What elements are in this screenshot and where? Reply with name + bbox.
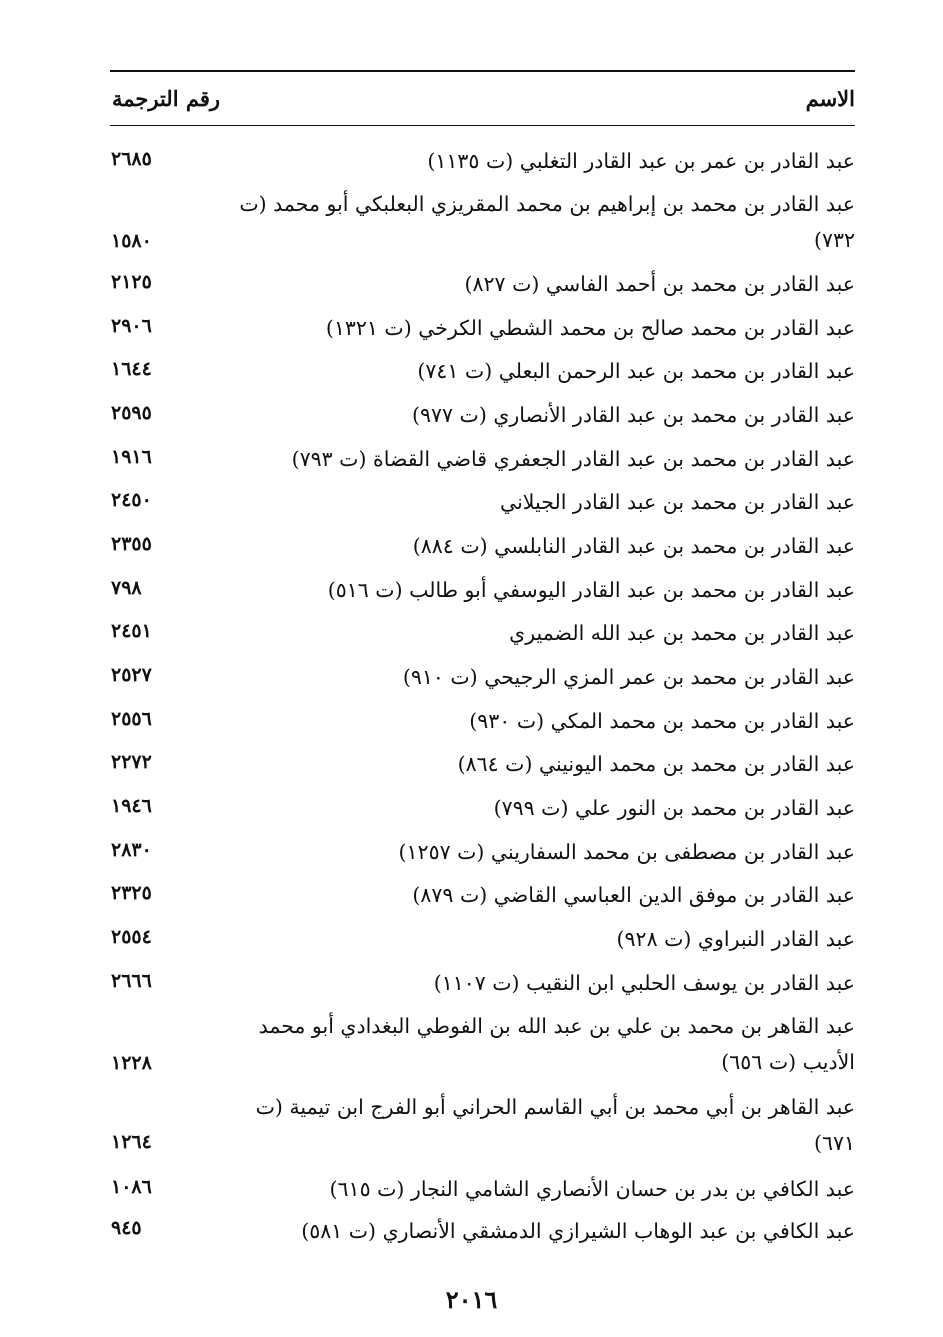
entry-number: ٧٩٨ [111,577,142,599]
entry-number: ١٠٨٦ [111,1176,152,1198]
entry-number: ٢٢٧٢ [111,751,152,773]
entry-name: عبد القادر بن محمد بن عبد القادر اليوسفي أبو طالب (ت ٥١٦) [327,578,855,602]
entry-name: عبد الكافي بن عبد الوهاب الشيرازي الدمشقي الأنصاري (ت ٥٨١) [301,1219,855,1243]
entry-name: عبد القادر بن محمد بن عمر المزي الرجيحي (ت ٩١٠) [402,665,855,689]
entry-name: عبد القاهر بن محمد بن علي بن عبد الله بن الفوطي البغدادي أبو محمد الأديب (ت ٦٥٦) [258,1014,855,1074]
entry-name: عبد القادر بن محمد بن إبراهيم بن محمد المقريزي البعلبكي أبو محمد (ت ٧٣٢) [239,192,855,252]
entry-name: عبد القادر بن يوسف الحلبي ابن النقيب (ت ١١٠٧) [433,971,855,995]
entry-name: عبد القادر بن محمد بن النور علي (ت ٧٩٩) [493,796,855,820]
entry-number: ١٦٤٤ [111,358,152,380]
entry-number: ٢٤٥٠ [111,489,152,511]
entry-name: عبد القادر بن محمد صالح بن محمد الشطي الكرخي (ت ١٣٢١) [325,316,855,340]
entry-number: ١٢٦٤ [111,1131,152,1153]
entry-number: ٢٨٣٠ [111,839,152,861]
page-number: ٢٠١٦ [445,1285,498,1314]
entry-name: عبد القادر بن عمر بن عبد القادر التغلبي (ت ١١٣٥) [427,149,855,173]
entry-number: ٢١٢٥ [111,271,152,293]
entry-number: ١٩٤٦ [111,795,152,817]
entry-name: عبد القادر بن مصطفى بن محمد السفاريني (ت ١٢٥٧) [398,840,855,864]
entry-number: ٢٥٢٧ [111,664,152,686]
entry-number: ١٥٨٠ [111,230,152,252]
entry-name: عبد القادر بن محمد بن عبد القادر الجيلاني [500,490,855,514]
entry-number: ٢٤٥١ [111,620,152,642]
entry-name: عبد القادر بن محمد بن محمد المكي (ت ٩٣٠) [469,709,855,733]
entry-number: ٢٣٢٥ [111,882,152,904]
entry-name: عبد الكافي بن بدر بن حسان الأنصاري الشامي النجار (ت ٦١٥) [329,1177,855,1201]
entry-number: ٢٦٦٦ [111,970,152,992]
entry-number: ٩٤٥ [111,1217,142,1239]
top-rule [110,70,855,72]
entry-number: ٢٣٥٥ [111,533,152,555]
entry-name: عبد القادر بن محمد بن أحمد الفاسي (ت ٨٢٧) [464,272,855,296]
entry-name: عبد القادر بن محمد بن عبد الرحمن البعلي (ت ٧٤١) [417,359,855,383]
entry-number: ٢٥٥٦ [111,708,152,730]
entry-number: ٢٥٩٥ [111,402,152,424]
entry-name: عبد القادر بن محمد بن عبد الله الضميري [509,621,855,645]
entry-number: ١٢٢٨ [111,1052,152,1074]
entry-number: ٢٥٥٤ [111,926,152,948]
entry-number: ٢٩٠٦ [111,315,152,337]
entry-name: عبد القادر بن محمد بن محمد اليونيني (ت ٨٦٤) [457,752,855,776]
entry-name: عبد القادر بن موفق الدين العباسي القاضي (ت ٨٧٩) [412,883,855,907]
entry-name: عبد القاهر بن أبي محمد بن أبي القاسم الحراني أبو الفرج ابن تيمية (ت ٦٧١) [255,1095,855,1155]
entry-name: عبد القادر بن محمد بن عبد القادر الجعفري قاضي القضاة (ت ٧٩٣) [291,447,855,471]
entry-name: عبد القادر بن محمد بن عبد القادر النابلسي (ت ٨٨٤) [412,534,855,558]
header-rule [110,125,855,126]
entry-name: عبد القادر النبراوي (ت ٩٢٨) [616,927,855,951]
entry-name: عبد القادر بن محمد بن عبد القادر الأنصاري (ت ٩٧٧) [411,403,855,427]
entry-number: ١٩١٦ [111,446,152,468]
entry-number: ٢٦٨٥ [111,148,152,170]
column-header-name: الاسم [805,86,855,111]
column-header-number: رقم الترجمة [112,86,221,111]
